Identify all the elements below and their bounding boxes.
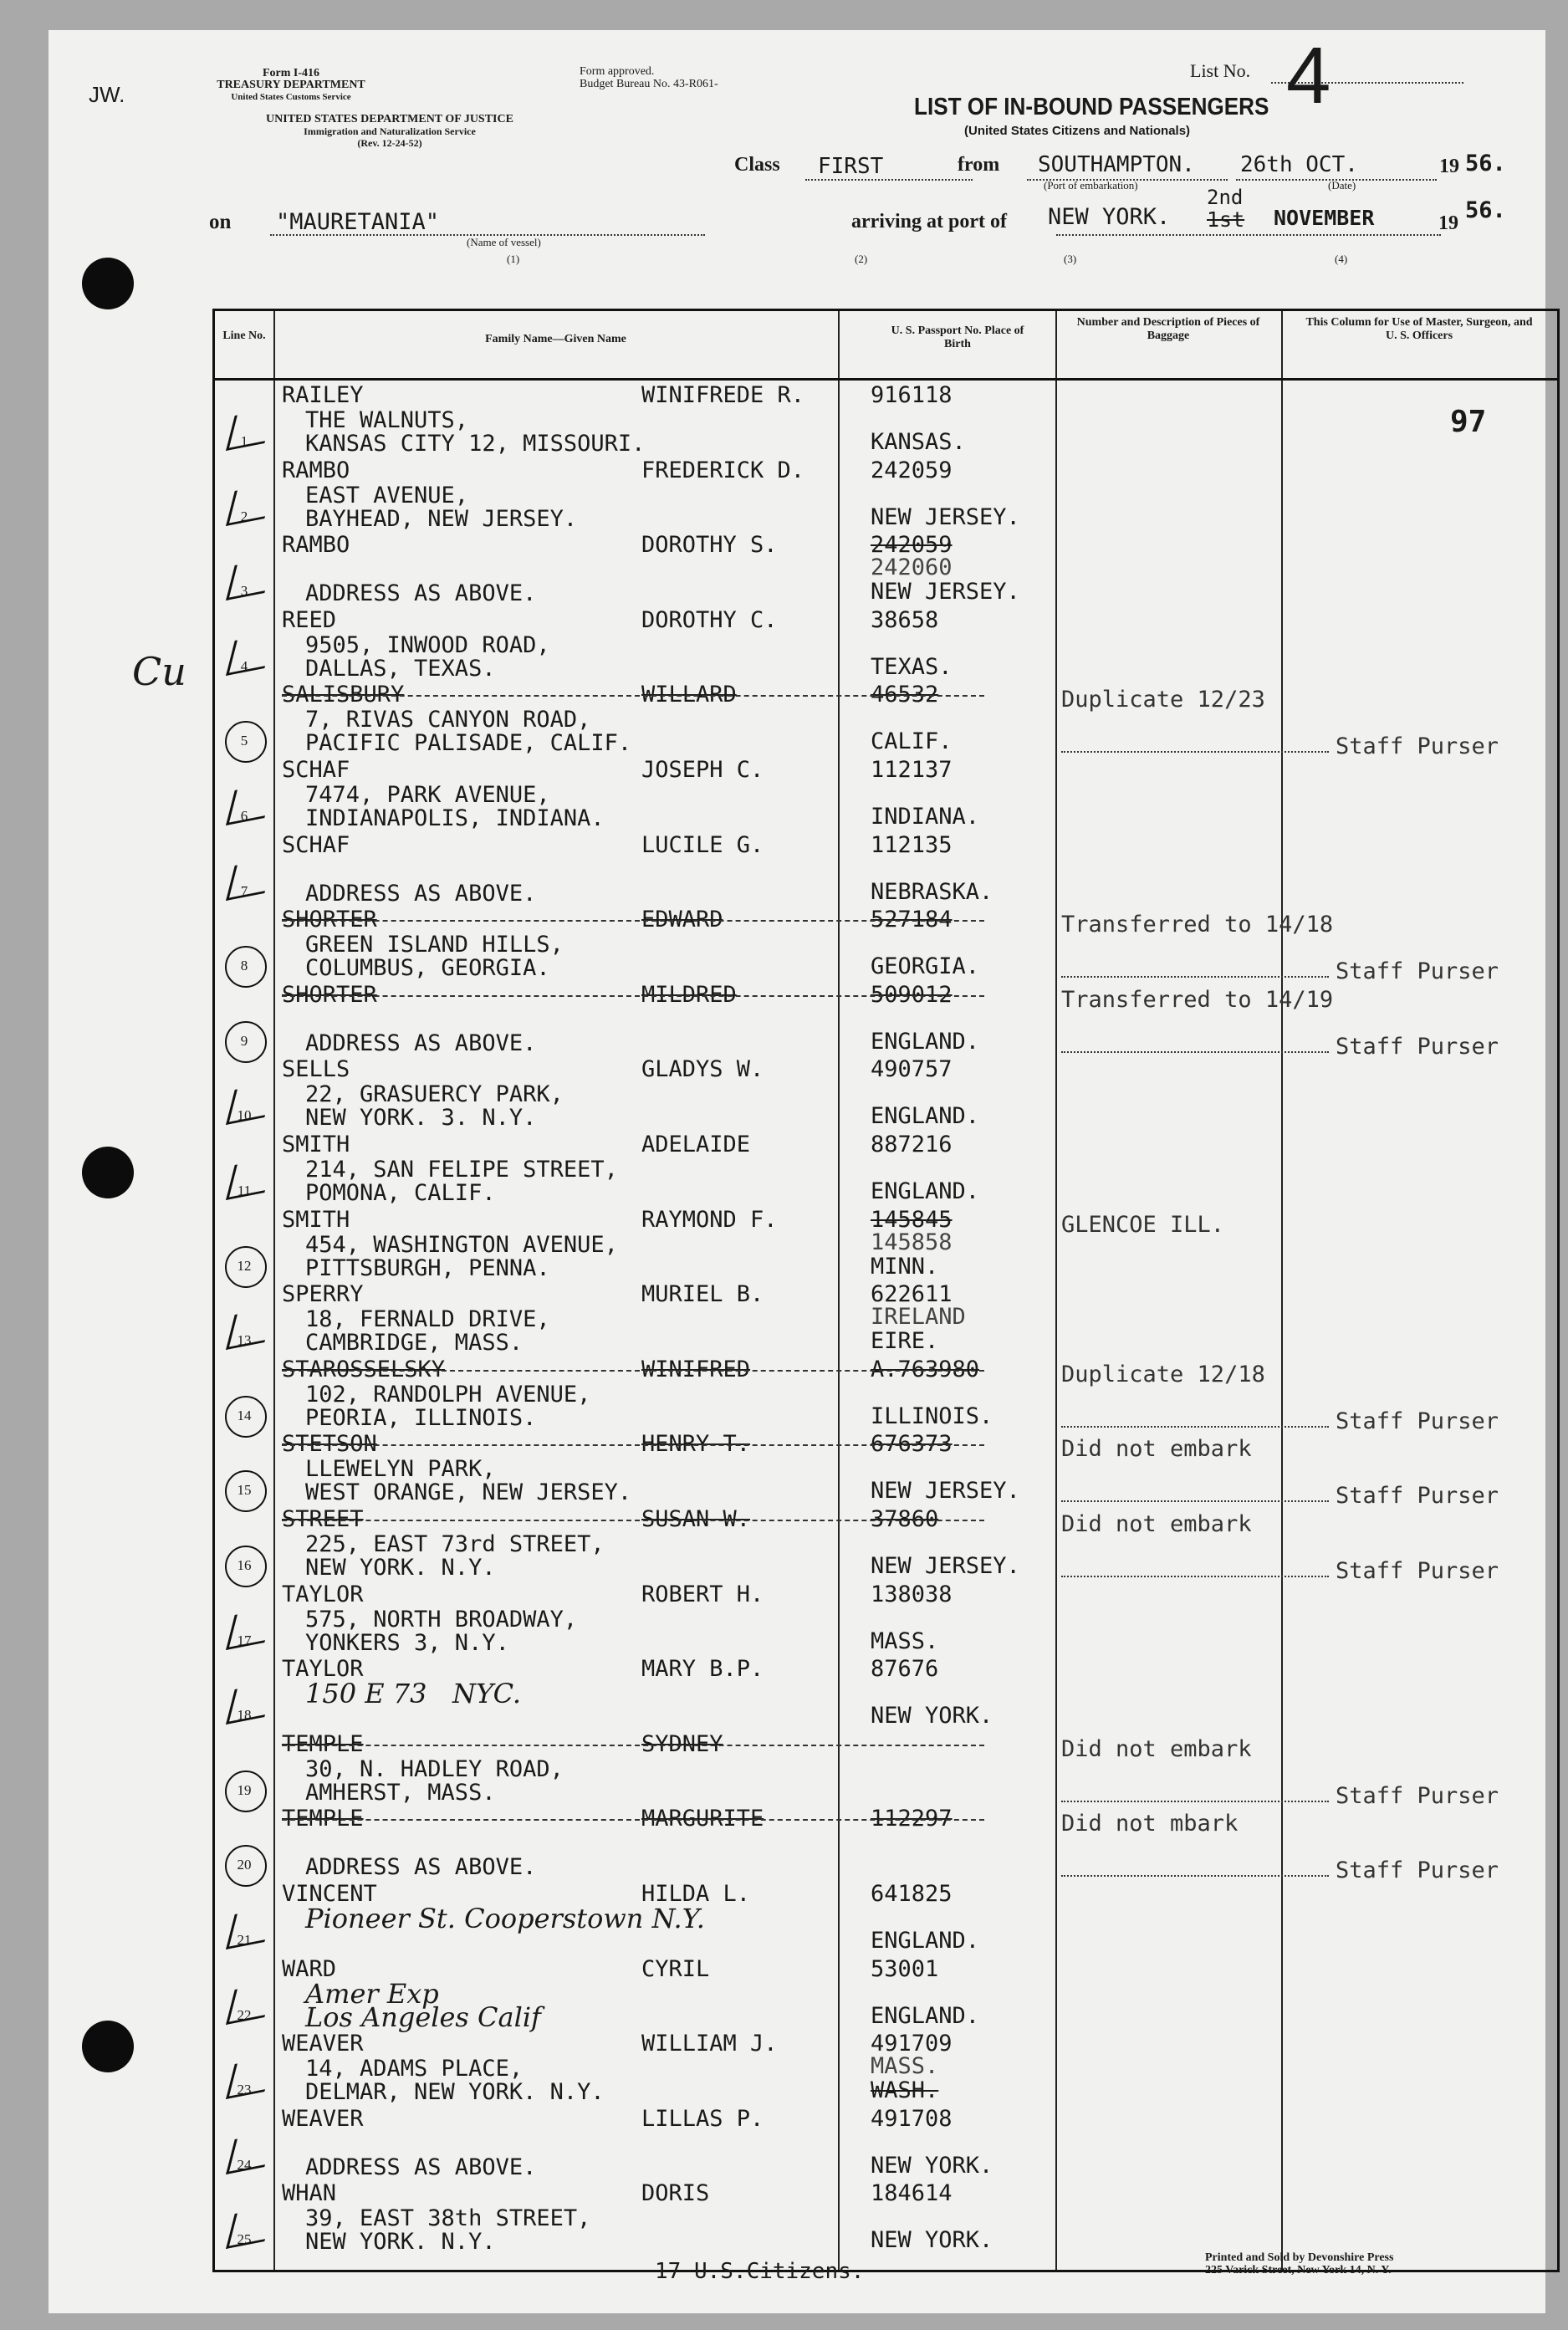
family-name: STREET (282, 1506, 364, 1532)
staff-purser-note: Staff Purser (1336, 1033, 1499, 1060)
dotted-rule (1061, 976, 1329, 978)
address-line-2: DELMAR, NEW YORK. N.Y. (305, 2079, 605, 2106)
address-line-2: NEW YORK. N.Y. (305, 2229, 496, 2256)
staff-purser-note: Staff Purser (1336, 1483, 1499, 1510)
address-line-1: 7, RIVAS CANYON ROAD, (305, 707, 591, 733)
family-name: REED (282, 606, 337, 633)
line-number: 24 (237, 2156, 252, 2173)
given-name: CYRIL (641, 1955, 710, 1982)
departure-date: 26th OCT. (1240, 152, 1358, 177)
punch-hole (82, 1147, 134, 1198)
line-number-circle (225, 721, 267, 763)
baggage-note: Duplicate 12/23 (1061, 687, 1265, 713)
address-line-2: NEW YORK. N.Y. (305, 1555, 496, 1581)
family-name: SMITH (282, 1206, 350, 1233)
family-name: TAYLOR (282, 1656, 364, 1683)
punch-hole (82, 2021, 134, 2072)
address-line-2: PEORIA, ILLINOIS. (305, 1404, 537, 1431)
line-number: 22 (237, 2006, 252, 2023)
given-name: RAYMOND F. (641, 1206, 778, 1233)
line-number: 23 (237, 2082, 252, 2098)
header-divider (215, 378, 1557, 381)
line-number: 3 (240, 583, 248, 600)
line-number: 20 (237, 1857, 252, 1873)
dotted-rule (1061, 1801, 1329, 1802)
address-line-1: GREEN ISLAND HILLS, (305, 932, 564, 958)
line-number: 15 (237, 1482, 252, 1499)
place-of-birth: TEXAS. (871, 653, 953, 680)
place-of-birth: WASH. (871, 2077, 939, 2104)
col-number: (3) (1064, 253, 1077, 265)
col-number: (2) (855, 253, 868, 265)
given-name: FREDERICK D. (641, 457, 805, 483)
family-name: WARD (282, 1955, 337, 1982)
line-number: 19 (237, 1781, 252, 1798)
staff-purser-note: Staff Purser (1336, 1857, 1499, 1884)
dotted-rule (1061, 1426, 1329, 1428)
class-value: FIRST (818, 154, 884, 179)
address-line-1: 7474, PARK AVENUE, (305, 782, 550, 808)
from-label: from (958, 154, 1000, 176)
table-row (215, 682, 1557, 760)
passport-number: 112135 (871, 831, 953, 858)
table-row (215, 1057, 1557, 1132)
line-number-circle (225, 1845, 267, 1887)
address-line-1: Pioneer St. Cooperstown N.Y. (305, 1903, 705, 1934)
table-row (215, 833, 1557, 907)
passport-number: 491709 (871, 2031, 953, 2057)
table-row (215, 1806, 1557, 1884)
address-line-2: WEST ORANGE, NEW JERSEY. (305, 1479, 632, 1506)
place-of-birth: INDIANA. (871, 804, 980, 830)
place-of-birth: ENGLAND. (871, 1103, 980, 1130)
place-of-birth: EIRE. (871, 1328, 939, 1355)
family-name: TEMPLE (282, 1806, 364, 1832)
address-line-2: PITTSBURGH, PENNA. (305, 1254, 550, 1281)
vessel-caption: (Name of vessel) (467, 236, 541, 248)
staff-purser-note: Staff Purser (1336, 733, 1499, 760)
given-name: MARY B.P. (641, 1656, 764, 1683)
given-name: MILDRED (641, 981, 737, 1008)
given-name: HILDA L. (641, 1881, 751, 1907)
address-line-1: LLEWELYN PARK, (305, 1456, 496, 1483)
passport-number: 38658 (871, 606, 939, 633)
year-prefix: 19 (1439, 156, 1459, 177)
passport-number: 509012 (871, 981, 953, 1008)
passport-number: 138038 (871, 1581, 953, 1607)
line-number: 2 (240, 508, 248, 524)
passport-number: A.763980 (871, 1356, 980, 1382)
officer-note: 97 (1450, 405, 1487, 439)
address-line-2: YONKERS 3, N.Y. (305, 1629, 509, 1656)
strike-line (282, 695, 984, 697)
baggage-note: Transferred to 14/18 (1061, 912, 1334, 938)
address-line-2: INDIANAPOLIS, INDIANA. (305, 805, 605, 831)
line-number-circle (225, 1770, 267, 1812)
baggage-note: Did not embark (1061, 1735, 1252, 1762)
passport-number: 622611 (871, 1281, 953, 1308)
line-number-circle (225, 1021, 267, 1063)
arriving-label: arriving at port of (851, 211, 1007, 232)
place-of-birth: ENGLAND. (871, 1178, 980, 1204)
line-number: 8 (240, 958, 248, 974)
staff-purser-note: Staff Purser (1336, 1558, 1499, 1584)
place-of-birth: MINN. (871, 1253, 939, 1280)
baggage-note: Duplicate 12/18 (1061, 1361, 1265, 1387)
family-name: SCHAF (282, 831, 350, 858)
family-name: STETSON (282, 1431, 377, 1458)
page-title: LIST OF IN-BOUND PASSENGERS (914, 94, 1269, 120)
place-of-birth: NEW YORK. (871, 1703, 993, 1730)
family-name: SELLS (282, 1056, 350, 1083)
line-number: 11 (237, 1183, 252, 1198)
class-line (805, 179, 973, 181)
given-name: MARGURITE (641, 1806, 764, 1832)
family-name: VINCENT (282, 1881, 377, 1907)
address-line-2: BAYHEAD, NEW JERSEY. (305, 505, 578, 532)
address-line-2: DALLAS, TEXAS. (305, 655, 496, 682)
address-line-1: 39, EAST 38th STREET, (305, 2205, 591, 2232)
given-name: WILLIAM J. (641, 2031, 778, 2057)
place-of-birth: KANSAS. (871, 429, 966, 455)
given-name: WILLARD (641, 682, 737, 708)
place-of-birth: NEW JERSEY. (871, 1478, 1020, 1505)
family-name: TEMPLE (282, 1730, 364, 1757)
given-name: WINIFREDE R. (641, 382, 805, 408)
arrival-port: NEW YORK. (1048, 204, 1171, 230)
address-line-2: ADDRESS AS ABOVE. (305, 1854, 537, 1881)
col-header-officers: This Column for Use of Master, Surgeon, and U. S. Officers (1305, 316, 1533, 342)
strike-line (282, 1819, 984, 1821)
margin-note: Cu (132, 649, 186, 694)
table-row (215, 758, 1557, 832)
table-row (215, 1132, 1557, 1207)
table-row (215, 1208, 1557, 1282)
given-name: SUSAN W. (641, 1506, 751, 1532)
address-line-1: 575, NORTH BROADWAY, (305, 1606, 578, 1633)
strike-line (282, 1444, 984, 1446)
page-subtitle: (United States Citizens and Nationals) (964, 124, 1191, 138)
strike-line (282, 920, 984, 922)
place-of-birth: ILLINOIS. (871, 1403, 993, 1429)
family-name: TAYLOR (282, 1581, 364, 1607)
table-row (215, 2181, 1557, 2256)
line-number-circle (225, 1246, 267, 1288)
family-name: STAROSSELSKY (282, 1356, 446, 1382)
table-row (215, 1282, 1557, 1357)
given-name: DORIS (641, 2180, 710, 2207)
dotted-rule (1061, 1576, 1329, 1577)
table-row (215, 383, 1557, 457)
address-line-1: 454, WASHINGTON AVENUE, (305, 1231, 618, 1258)
address-line-2: AMHERST, MASS. (305, 1779, 496, 1806)
given-name: SYDNEY (641, 1730, 723, 1757)
summary-count: 17 U.S.Citizens. (655, 2259, 865, 2284)
address-line-1: 225, EAST 73rd STREET, (305, 1531, 605, 1557)
table-row (215, 458, 1557, 533)
line-number: 14 (237, 1407, 252, 1423)
staff-purser-note: Staff Purser (1336, 958, 1499, 985)
passport-number: 53001 (871, 1955, 939, 1982)
place-of-birth: MASS. (871, 1627, 939, 1654)
col-number: (4) (1335, 253, 1348, 265)
place-of-birth: CALIF. (871, 728, 953, 755)
passport-number-alt: 145858 (871, 1229, 953, 1255)
col-header-name: Family Name—Given Name (485, 333, 626, 345)
strike-line (282, 1520, 984, 1521)
passport-number: 184614 (871, 2180, 953, 2207)
family-name: WEAVER (282, 2031, 364, 2057)
table-row (215, 907, 1557, 985)
address-line-2: NEW YORK. 3. N.Y. (305, 1105, 537, 1132)
place-of-birth: NEW YORK. (871, 2152, 993, 2179)
given-name: LILLAS P. (641, 2105, 764, 2132)
address-line-1: 102, RANDOLPH AVENUE, (305, 1381, 591, 1408)
baggage-note: GLENCOE ILL. (1061, 1211, 1225, 1238)
line-number: 17 (237, 1632, 252, 1648)
line-number: 16 (237, 1557, 252, 1573)
address-line-1: 18, FERNALD DRIVE, (305, 1306, 550, 1333)
given-name: JOSEPH C. (641, 757, 764, 783)
passport-number: 491708 (871, 2105, 953, 2132)
given-name: HENRY T. (641, 1431, 751, 1458)
dotted-rule (1061, 1051, 1329, 1053)
strike-line (282, 1745, 984, 1746)
line-number: 4 (240, 657, 248, 674)
address-line-2: ADDRESS AS ABOVE. (305, 880, 537, 907)
address-line-2: ADDRESS AS ABOVE. (305, 2154, 537, 2180)
table-row (215, 1431, 1557, 1510)
passport-number: 641825 (871, 1881, 953, 1907)
place-of-birth: NEBRASKA. (871, 878, 993, 905)
table-row (215, 1882, 1557, 1956)
family-name: SHORTER (282, 981, 377, 1008)
family-name: SPERRY (282, 1281, 364, 1308)
table-row (215, 1730, 1557, 1809)
baggage-note: Did not mbark (1061, 1811, 1239, 1837)
address-line-2: Los Angeles Calif (305, 2000, 541, 2033)
family-name: SCHAF (282, 757, 350, 783)
line-number-circle (225, 946, 267, 988)
family-name: WEAVER (282, 2105, 364, 2132)
arrival-day-typed: 1st (1207, 207, 1245, 232)
passport-number: 527184 (871, 907, 953, 933)
arrival-day-correction: 2nd (1207, 186, 1244, 209)
line-number: 21 (237, 1932, 252, 1948)
line-number: 1 (240, 433, 248, 449)
arrival-year: 56. (1465, 197, 1506, 223)
staff-purser-note: Staff Purser (1336, 1408, 1499, 1434)
line-number: 9 (240, 1032, 248, 1049)
address-line-2: COLUMBUS, GEORGIA. (305, 955, 550, 982)
place-of-birth: GEORGIA. (871, 953, 980, 980)
list-no-label: List No. (1190, 60, 1251, 81)
col-header-line-no: Line No. (222, 330, 266, 342)
address-line-2: ADDRESS AS ABOVE. (305, 1030, 537, 1056)
passport-number: 145845 (871, 1206, 953, 1233)
passport-number-alt: MASS. (871, 2053, 939, 2080)
passport-number: 112137 (871, 757, 953, 783)
address-line-1: 214, SAN FELIPE STREET, (305, 1157, 618, 1183)
passport-number: 46532 (871, 682, 939, 708)
address-line-2: PACIFIC PALISADE, CALIF. (305, 730, 632, 757)
form-approved: Form approved. Budget Bureau No. 43-R061- (580, 65, 718, 90)
from-value: SOUTHAMPTON. (1038, 152, 1195, 177)
table-row (215, 2107, 1557, 2181)
line-number: 12 (237, 1257, 252, 1274)
address-line-2: KANSAS CITY 12, MISSOURI. (305, 431, 646, 457)
passport-number: 490757 (871, 1056, 953, 1083)
place-of-birth: NEW JERSEY. (871, 579, 1020, 605)
address-line-2: ADDRESS AS ABOVE. (305, 580, 537, 607)
passport-number-alt: IRELAND (871, 1304, 966, 1331)
place-of-birth: ENGLAND. (871, 1928, 980, 1954)
passport-number-alt: 242060 (871, 554, 953, 581)
place-of-birth: NEW JERSEY. (871, 503, 1020, 530)
passport-number: 242059 (871, 532, 953, 559)
col-header-baggage: Number and Description of Pieces of Baggage (1076, 316, 1260, 342)
address-line-1: 22, GRASUERCY PARK, (305, 1081, 564, 1108)
given-name: ADELAIDE (641, 1132, 751, 1157)
table-row (215, 1582, 1557, 1657)
given-name: DOROTHY S. (641, 532, 778, 559)
address-line-1: 150 E 73 NYC. (305, 1678, 522, 1710)
address-line-1: 30, N. HADLEY ROAD, (305, 1755, 564, 1782)
family-name: RAMBO (282, 457, 350, 483)
line-number-circle (225, 1546, 267, 1587)
family-name: SMITH (282, 1132, 350, 1157)
family-name: WHAN (282, 2180, 337, 2207)
line-number: 7 (240, 882, 248, 899)
given-name: DOROTHY C. (641, 606, 778, 633)
passenger-table (212, 309, 1560, 2272)
table-row (215, 2031, 1557, 2106)
strike-line (282, 995, 984, 997)
line-number: 10 (237, 1107, 252, 1124)
address-line-1: EAST AVENUE, (305, 482, 469, 508)
place-of-birth: NEW JERSEY. (871, 1553, 1020, 1579)
form-block: Form I-416 TREASURY DEPARTMENT United States Customs Service (217, 67, 365, 102)
printer-imprint: Printed and Sold by Devonshire Press 225 Varick Street, New York 14, N. Y. (1205, 2251, 1394, 2276)
strike-line (282, 1370, 984, 1372)
given-name: EDWARD (641, 907, 723, 933)
from-caption: (Port of embarkation) (1044, 179, 1138, 192)
family-name: SALISBURY (282, 682, 405, 708)
class-label: Class (734, 154, 780, 176)
passport-number: 242059 (871, 457, 953, 483)
dotted-rule (1061, 1875, 1329, 1877)
place-of-birth: NEW YORK. (871, 2227, 993, 2254)
table-row (215, 1357, 1557, 1432)
given-name: WINIFRED (641, 1356, 751, 1382)
place-of-birth: ENGLAND. (871, 2002, 980, 2029)
line-number-circle (225, 1470, 267, 1512)
baggage-note: Did not embark (1061, 1511, 1252, 1537)
punch-hole (82, 258, 134, 309)
baggage-note: Did not embark (1061, 1436, 1252, 1463)
manifest-sheet (49, 30, 1545, 2313)
table-row (215, 1957, 1557, 2031)
line-number-circle (225, 1396, 267, 1438)
passport-number: 112297 (871, 1806, 953, 1832)
address-line-1: Amer Exp (305, 1977, 439, 2010)
list-no-value: 4 (1286, 31, 1331, 120)
family-name: SHORTER (282, 907, 377, 933)
table-row (215, 533, 1557, 607)
on-label: on (209, 211, 232, 233)
address-line-1: THE WALNUTS, (305, 407, 469, 433)
line-number: 5 (240, 733, 248, 749)
departure-year: 56. (1465, 151, 1506, 176)
given-name: GLADYS W. (641, 1056, 764, 1083)
passport-number: 676373 (871, 1431, 953, 1458)
staff-purser-note: Staff Purser (1336, 1782, 1499, 1809)
passport-number: 887216 (871, 1132, 953, 1157)
baggage-note: Transferred to 14/19 (1061, 986, 1334, 1013)
passport-number: 37860 (871, 1506, 939, 1532)
table-row (215, 981, 1557, 1060)
arrival-year-prefix: 19 (1438, 212, 1458, 234)
dotted-rule (1061, 1500, 1329, 1502)
family-name: RAILEY (282, 382, 364, 408)
passport-number: 916118 (871, 382, 953, 408)
given-name: ROBERT H. (641, 1581, 764, 1607)
arrival-month: NOVEMBER (1274, 206, 1375, 230)
col-header-passport: U. S. Passport No. Place of Birth (891, 324, 1024, 350)
line-number: 18 (237, 1707, 252, 1724)
dotted-rule (1061, 751, 1329, 753)
arrival-line (1056, 234, 1441, 236)
vessel-name: "MAURETANIA" (276, 209, 440, 235)
col-number: (1) (507, 253, 520, 265)
passport-number: 87676 (871, 1656, 939, 1683)
line-number: 6 (240, 808, 248, 824)
table-row (215, 608, 1557, 682)
given-name: LUCILE G. (641, 831, 764, 858)
line-number: 25 (237, 2231, 252, 2248)
place-of-birth: ENGLAND. (871, 1028, 980, 1055)
table-row (215, 1657, 1557, 1731)
jw-mark: JW. (89, 82, 125, 107)
family-name: RAMBO (282, 532, 350, 559)
justice-block: UNITED STATES DEPARTMENT OF JUSTICE Immigration and Naturalization Service (Rev. 12-24-52) (266, 113, 513, 149)
address-line-2: POMONA, CALIF. (305, 1180, 496, 1206)
line-number: 13 (237, 1332, 252, 1349)
given-name: MURIEL B. (641, 1281, 764, 1308)
address-line-1: 9505, INWOOD ROAD, (305, 631, 550, 658)
date-caption: (Date) (1328, 179, 1356, 192)
address-line-2: CAMBRIDGE, MASS. (305, 1330, 524, 1357)
address-line-1: 14, ADAMS PLACE, (305, 2056, 524, 2082)
table-row (215, 1506, 1557, 1584)
